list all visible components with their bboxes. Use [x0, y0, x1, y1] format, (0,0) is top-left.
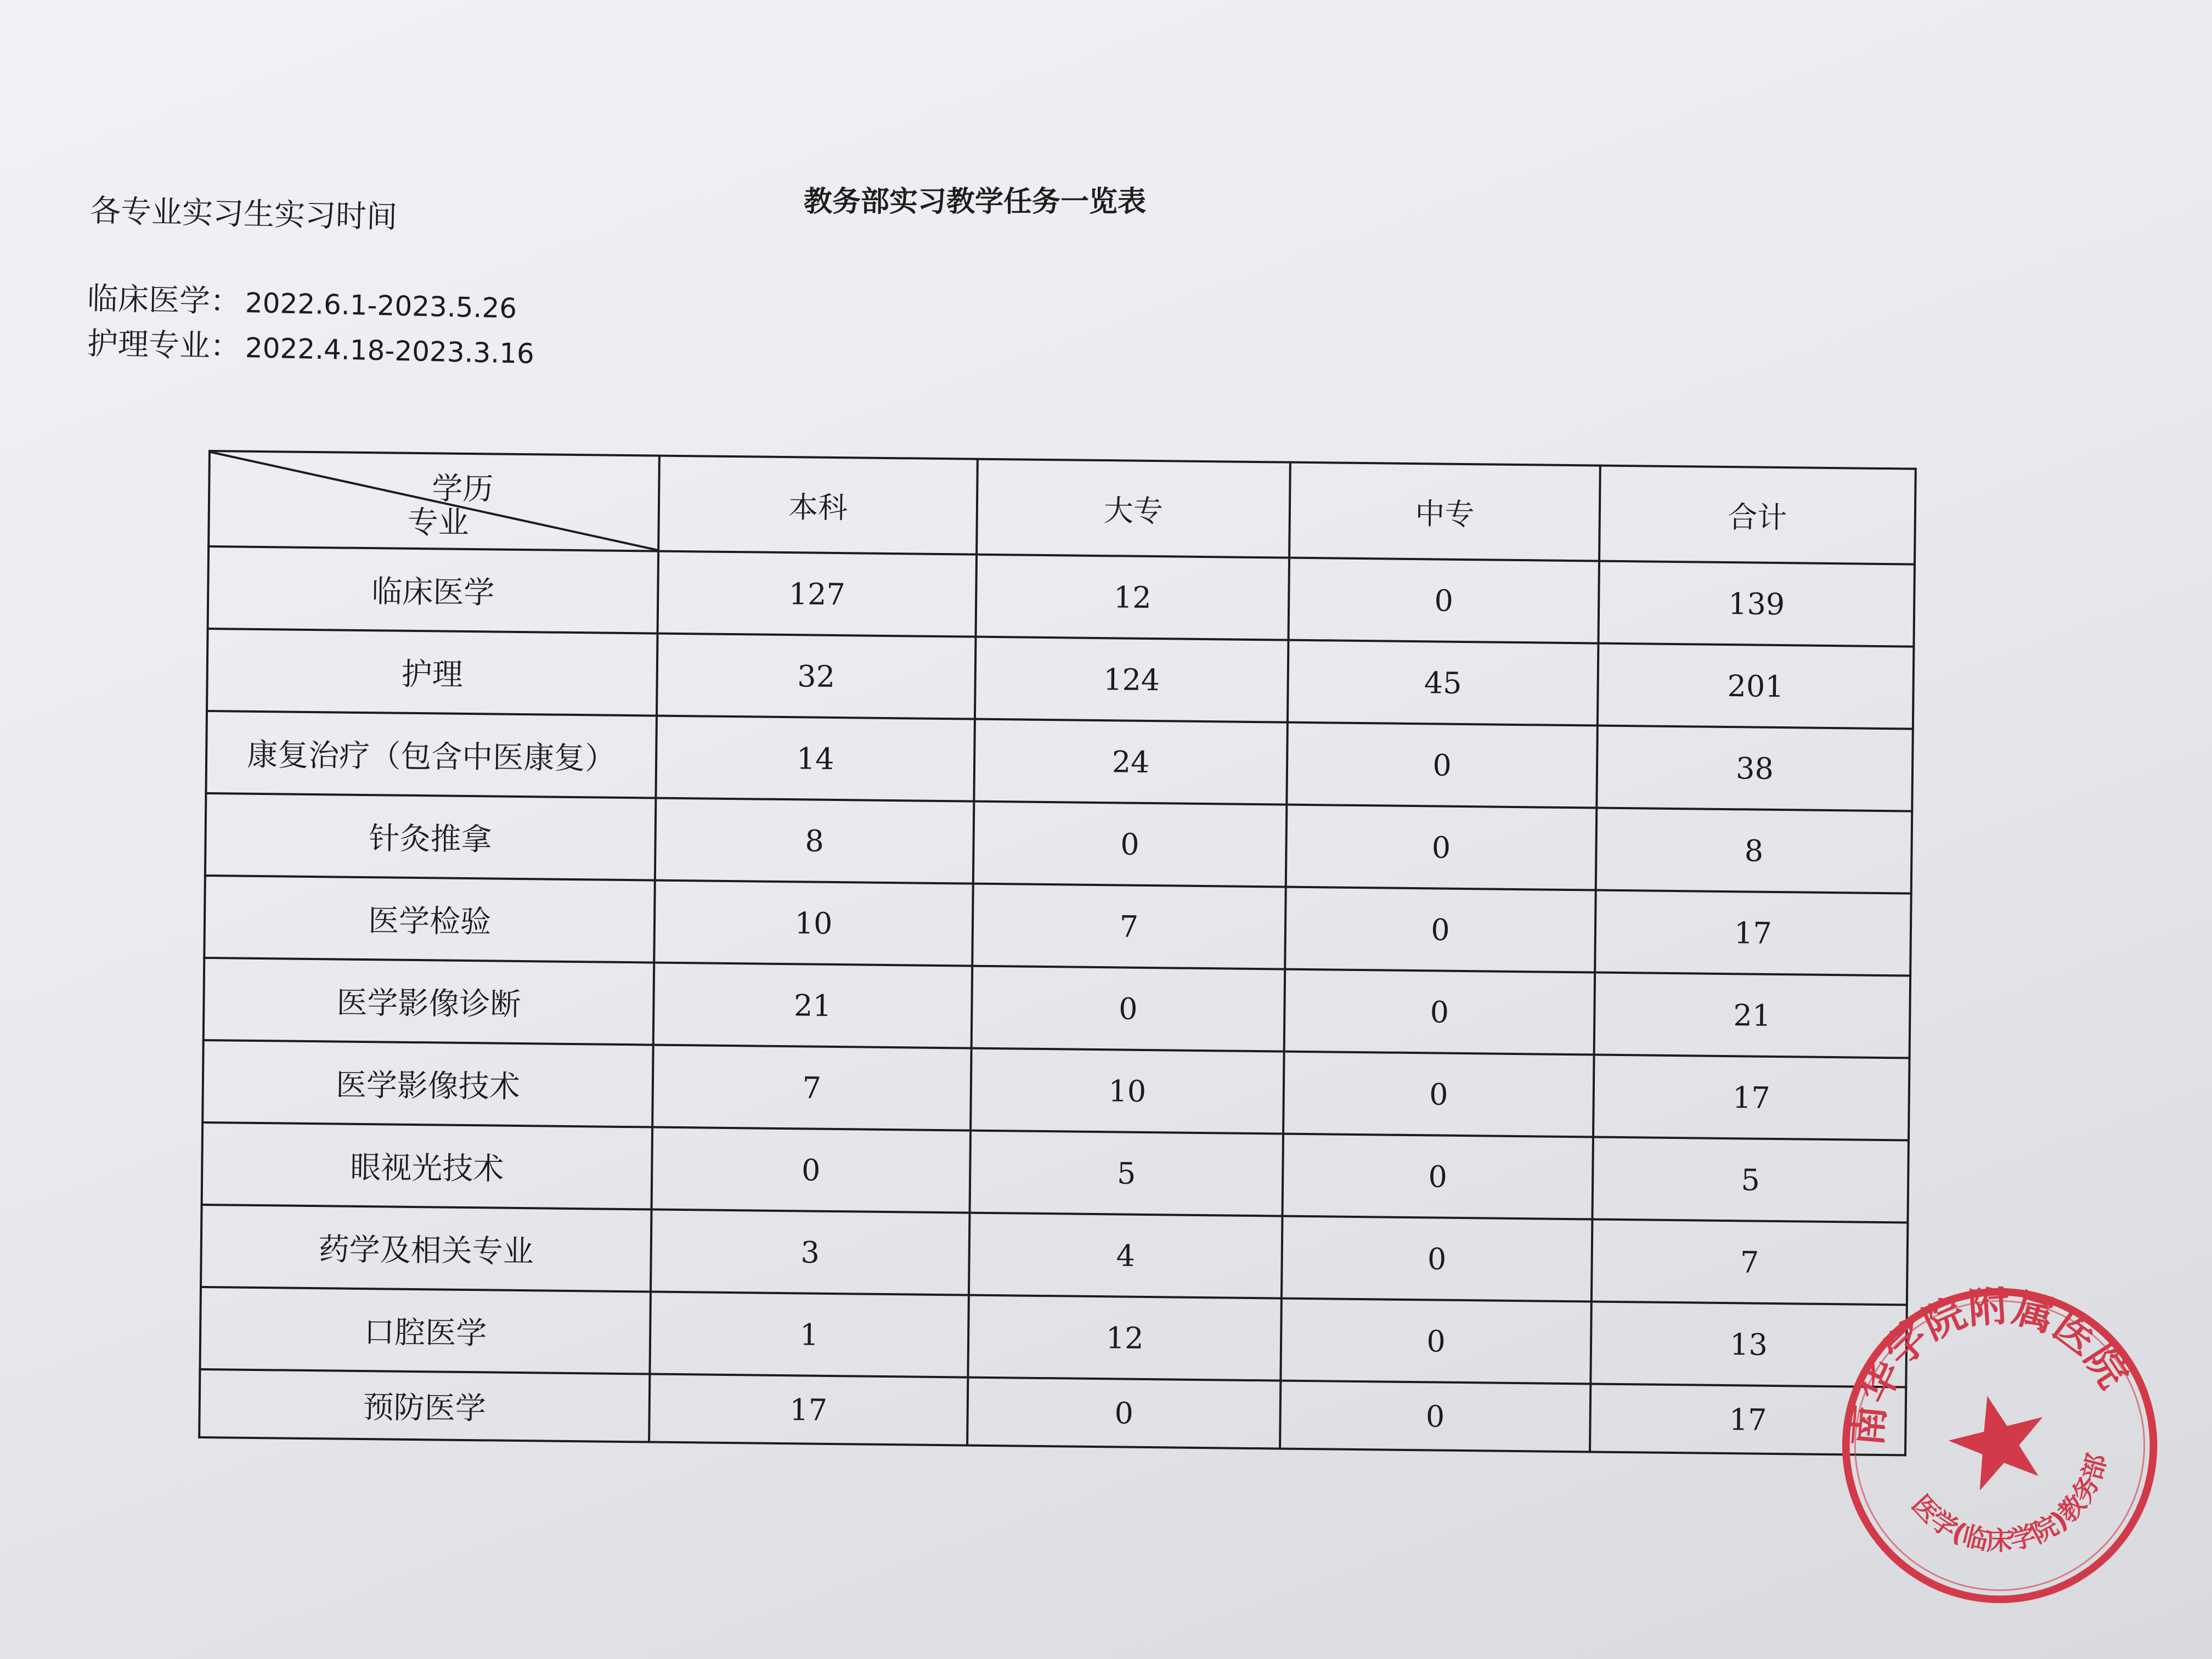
corner-label-education: 学历	[431, 471, 494, 507]
table-cell: 21	[653, 963, 973, 1048]
corner-cell	[208, 451, 659, 551]
table-cell: 0	[1285, 887, 1596, 973]
table-cell: 0	[972, 966, 1285, 1052]
table-cell: 17	[1590, 1384, 1906, 1455]
table-cell: 32	[657, 634, 976, 719]
table-cell: 0	[1280, 1299, 1592, 1384]
star-icon	[1940, 1384, 2056, 1495]
page-title: 教务部实习教学任务一览表	[804, 185, 1147, 218]
table-cell: 21	[1594, 973, 1911, 1058]
task-table	[198, 450, 1917, 1457]
table-header-row	[208, 451, 1916, 565]
table-cell: 8	[1596, 808, 1912, 894]
table-cell: 17	[649, 1374, 968, 1446]
table-cell: 0	[1282, 1216, 1593, 1302]
table-cell: 0	[1286, 723, 1598, 808]
table-cell: 7	[972, 884, 1286, 969]
seal-department: 医学(临床学院)教务部	[1905, 1451, 2113, 1556]
column-header: 大专	[977, 459, 1290, 558]
table-cell: 0	[1286, 805, 1597, 890]
table-cell: 124	[975, 637, 1289, 723]
period-date: 2022.4.18-2023.3.16	[245, 332, 535, 370]
table-cell: 4	[969, 1213, 1283, 1299]
table-cell: 0	[1283, 1052, 1594, 1137]
table-cell: 14	[656, 716, 975, 802]
period-nursing	[87, 319, 534, 373]
row-major: 口腔医学	[200, 1287, 651, 1374]
table-cell: 1	[650, 1292, 969, 1378]
row-major: 临床医学	[208, 546, 659, 634]
table-cell: 0	[652, 1127, 971, 1213]
seal-name: 南华学院附属医院	[1842, 1282, 2138, 1448]
table-cell: 45	[1288, 640, 1599, 726]
table-cell: 0	[973, 802, 1287, 887]
table-cell: 5	[1592, 1137, 1909, 1222]
table-cell: 7	[652, 1045, 972, 1131]
table-cell: 3	[651, 1210, 970, 1295]
table-cell: 10	[970, 1048, 1284, 1134]
column-header: 本科	[658, 456, 978, 555]
column-header: 合计	[1599, 466, 1916, 565]
table-cell: 10	[654, 881, 973, 966]
table-cell: 5	[970, 1131, 1284, 1216]
period-date: 2022.6.1-2023.5.26	[245, 287, 517, 325]
row-major: 药学及相关专业	[201, 1205, 652, 1292]
table-cell: 24	[974, 719, 1288, 805]
period-label: 护理专业：	[87, 325, 241, 365]
corner-label-major: 专业	[407, 504, 469, 541]
table-cell: 139	[1598, 561, 1915, 647]
table-cell: 0	[1280, 1381, 1590, 1452]
table-cell: 13	[1590, 1301, 1907, 1387]
table-cell: 0	[967, 1378, 1280, 1449]
row-major: 针灸推拿	[205, 793, 656, 881]
row-major: 护理	[207, 629, 658, 716]
table-cell: 0	[1282, 1134, 1593, 1220]
period-label: 临床医学：	[87, 280, 241, 320]
table-cell: 12	[968, 1295, 1282, 1381]
row-major: 医学影像技术	[202, 1040, 653, 1127]
table-cell: 201	[1598, 644, 1914, 729]
table-cell: 7	[1592, 1219, 1908, 1305]
row-major: 医学影像诊断	[204, 958, 654, 1045]
schedule-heading: 各专业实习生实习时间	[89, 193, 398, 235]
table-cell: 127	[658, 551, 977, 637]
row-major: 眼视光技术	[202, 1122, 653, 1210]
row-major: 预防医学	[199, 1369, 650, 1442]
period-clinical	[87, 274, 517, 327]
column-header: 中专	[1289, 462, 1600, 561]
table-cell: 8	[655, 798, 974, 884]
row-major: 医学检验	[204, 876, 655, 963]
table-cell: 17	[1595, 890, 1911, 976]
table-cell: 38	[1596, 726, 1913, 811]
table-cell: 0	[1284, 969, 1595, 1055]
row-major: 康复治疗（包含中医康复）	[206, 711, 657, 798]
table-cell: 17	[1593, 1055, 1910, 1141]
table-cell: 12	[976, 555, 1290, 640]
task-table-container	[199, 450, 1915, 1437]
table-cell: 0	[1288, 558, 1599, 644]
